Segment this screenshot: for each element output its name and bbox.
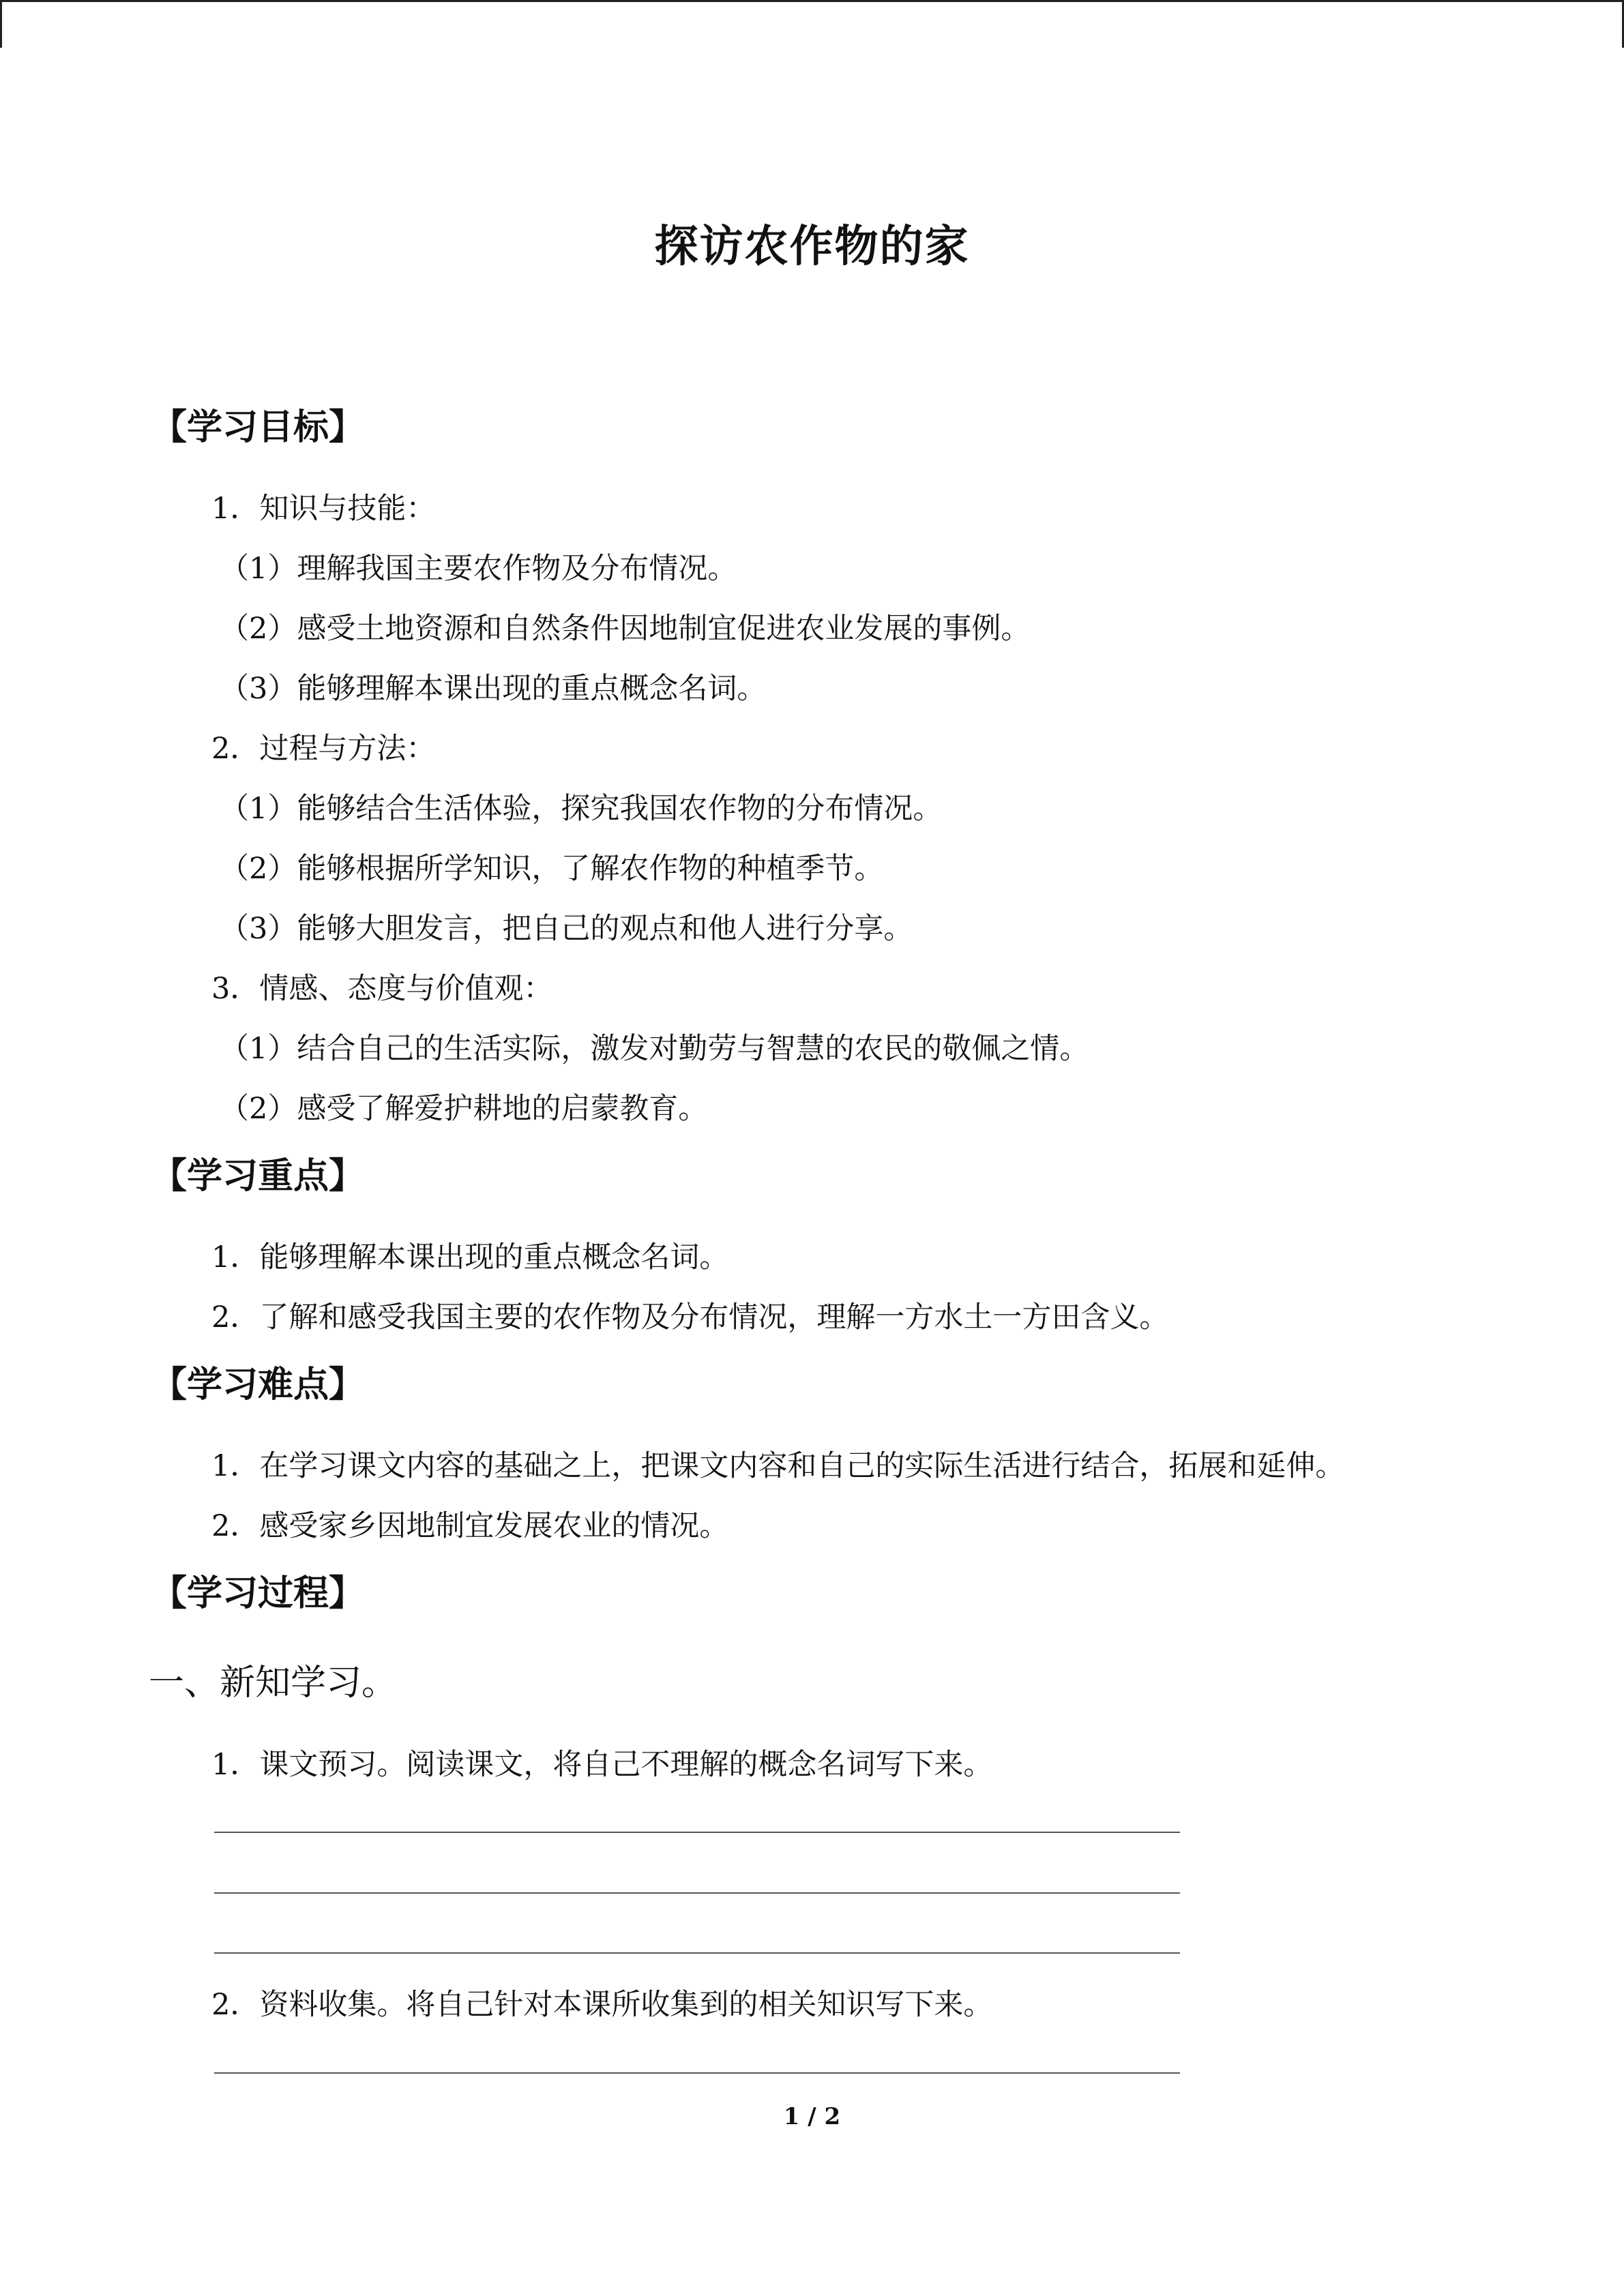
objectives-emotion-item-2: （2）感受了解爱护耕地的启蒙教育。 (220, 1092, 708, 1126)
answer-line-4[interactable] (214, 2072, 1180, 2074)
objectives-knowledge-item-2: （2）感受土地资源和自然条件因地制宜促进农业发展的事例。 (220, 612, 1031, 646)
page-top-border (0, 0, 1624, 2)
keypoints-item-1: 1．能够理解本课出现的重点概念名词。 (211, 1240, 729, 1274)
difficulties-item-2: 2．感受家乡因地制宜发展农业的情况。 (211, 1509, 729, 1543)
process-part-1-title: 一、新知学习。 (149, 1663, 398, 1703)
objectives-process-title: 2．过程与方法： (211, 732, 436, 766)
process-task-2: 2．资料收集。将自己针对本课所收集到的相关知识写下来。 (211, 1988, 993, 2022)
objectives-process-item-3: （3）能够大胆发言，把自己的观点和他人进行分享。 (220, 912, 913, 946)
objectives-knowledge-item-1: （1）理解我国主要农作物及分布情况。 (220, 552, 737, 586)
answer-line-1[interactable] (214, 1832, 1180, 1833)
section-heading-process: 【学习过程】 (151, 1572, 365, 1614)
process-task-1: 1．课文预习。阅读课文，将自己不理解的概念名词写下来。 (211, 1748, 993, 1782)
page-left-border (0, 0, 2, 48)
keypoints-item-2: 2．了解和感受我国主要的农作物及分布情况，理解一方水土一方田含义。 (211, 1300, 1169, 1335)
page-number: 1 / 2 (783, 2103, 841, 2130)
objectives-process-item-2: （2）能够根据所学知识，了解农作物的种植季节。 (220, 852, 884, 886)
section-heading-objectives: 【学习目标】 (151, 406, 365, 448)
section-heading-keypoints: 【学习重点】 (151, 1155, 365, 1197)
objectives-emotion-title: 3．情感、态度与价值观： (211, 972, 553, 1006)
objectives-emotion-item-1: （1）结合自己的生活实际，激发对勤劳与智慧的农民的敬佩之情。 (220, 1032, 1089, 1066)
objectives-knowledge-title: 1．知识与技能： (211, 492, 436, 526)
objectives-process-item-1: （1）能够结合生活体验，探究我国农作物的分布情况。 (220, 792, 943, 826)
objectives-knowledge-item-3: （3）能够理解本课出现的重点概念名词。 (220, 672, 767, 706)
difficulties-item-1: 1．在学习课文内容的基础之上，把课文内容和自己的实际生活进行结合，拓展和延伸。 (211, 1449, 1345, 1483)
answer-line-2[interactable] (214, 1892, 1180, 1894)
document-title: 探访农作物的家 (654, 221, 970, 272)
answer-line-3[interactable] (214, 1952, 1180, 1954)
section-heading-difficulties: 【学习难点】 (151, 1364, 365, 1405)
